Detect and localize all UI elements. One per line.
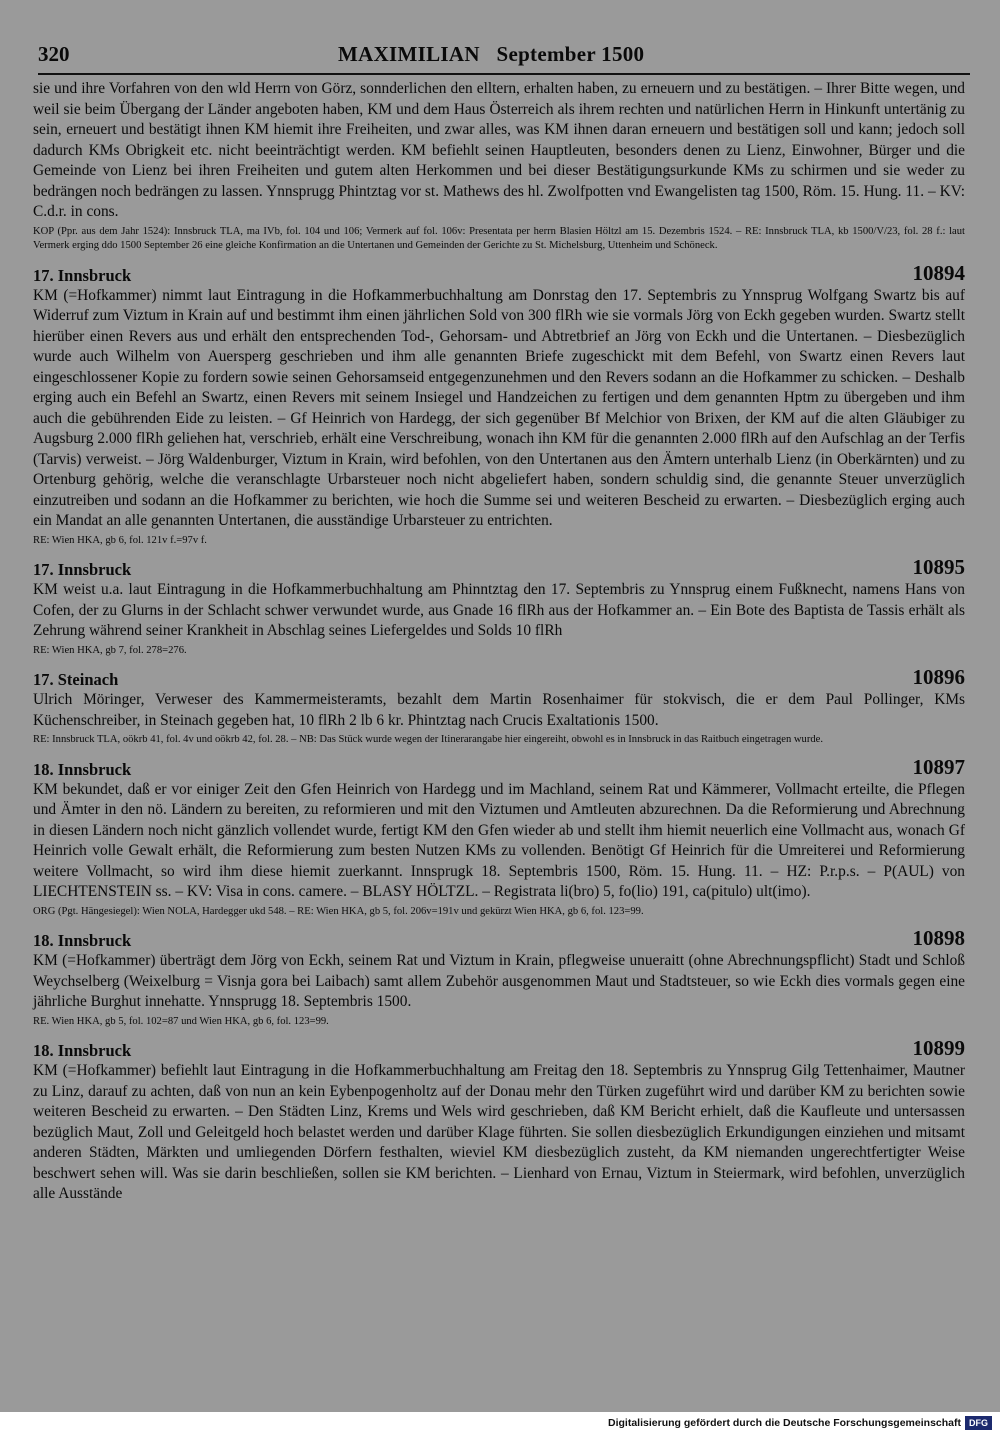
entry-number: 10897 xyxy=(912,754,965,779)
entry-place: 17. Innsbruck xyxy=(33,560,132,579)
entry-place: 18. Innsbruck xyxy=(33,759,132,779)
entry-10894 xyxy=(33,262,965,549)
entry-note: ORG (Pgt. Hängesiegel): Wien NOLA, Hardegger ukd 548. – RE: Wien HKA, gb 5, fol. 206v=191v und gekürzt Wien HKA, gb 6, fol. 123=99. xyxy=(33,905,644,917)
entry-heading xyxy=(33,1037,965,1061)
entry-heading xyxy=(33,556,965,580)
entry-text: KM weist u.a. laut Eintragung in die Hofkammerbuchhaltung am Phinntztag den 17. Septembris zu Ynnsprug einem Fußknecht, namens Hans von Cofen, der zu Glurns in der Schlacht schwer verwundet wurde, aus Gnade 16 flRh aus der Hofkammer an. – Ein Bote des Baptista de Tassis erhält als Zehrung während seiner Krankheit in Abschlag seines Liefergeldes und Solds 10 flRh xyxy=(33,581,965,639)
entry-10896 xyxy=(33,666,965,748)
entry-10898 xyxy=(33,927,965,1029)
entry-heading xyxy=(33,262,965,286)
entry-10897 xyxy=(33,756,965,920)
dfg-logo[interactable]: DFG xyxy=(965,1416,992,1430)
entry-heading xyxy=(33,927,965,951)
entry-note: RE. Wien HKA, gb 5, fol. 102=87 und Wien HKA, gb 6, fol. 123=99. xyxy=(33,1015,329,1027)
entry-note: RE: Wien HKA, gb 6, fol. 121v f.=97v f. xyxy=(33,534,207,546)
entry-text: KM (=Hofkammer) überträgt dem Jörg von Eckh, seinem Rat und Viztum in Krain, pflegweise unueraitt (ohne Abrechnungspflicht) Stadt und Schloß Weychselberg (Weixelburg = Visnja gora bei Laibach) samt allem Zubehör ausgenommen Maut und Stadtsteuer, so wie Eckh dies vormals gegen eine jährliche Burghut innehatte. Ynnsprugg 18. Septembris 1500. xyxy=(33,952,965,1010)
entry-text: KM (=Hofkammer) befiehlt laut Eintragung in die Hofkammerbuchhaltung am Freitag den 18. Septembris zu Ynnsprug Gilg Tettenhaimer, Mautner zu Linz, darauf zu achten, daß von nun an kein Eybenpogenholtz auf der Donau mehr den Türken zugeführt wird und darüber KM zu berichten sowie weiteren Bescheid zu erwarten. – Den Städten Linz, Krems und Wels wird geschrieben, daß KM Bericht erhielt, daß die Kaufleute und untersassen bezüglich Maut, Zoll und Geleitgeld hoch belastet werden und darüber Klage führten. Sie sollen diesbezüglich Erkundigungen einziehen und mitsamt anderen Städten, Märkten und umliegenden Dörfern festhalten, wieviel KM diesbezüglich zusteht, da KM niemanden ungerechtfertigter Weise beschwert sehen will. Was sie darin beschließen, sollen sie KM berichten. – Lienhard von Ernau, Viztum in Steiermark, wird befohlen, unverzüglich alle Ausstände xyxy=(33,1062,965,1202)
entry-heading xyxy=(33,756,965,780)
entry-place: 17. Innsbruck xyxy=(33,265,132,285)
footer-text: Digitalisierung gefördert durch die Deutsche Forschungsgemeinschaft xyxy=(608,1417,961,1429)
entry-number: 10896 xyxy=(912,665,965,689)
page-header xyxy=(38,42,970,72)
page-number: 320 xyxy=(38,42,70,66)
page-content xyxy=(33,79,965,1205)
entry-number: 10899 xyxy=(912,1036,965,1060)
entry-10899 xyxy=(33,1037,965,1205)
entry-note: RE: Innsbruck TLA, oökrb 41, fol. 4v und oökrb 42, fol. 28. – NB: Das Stück wurde wegen der Itinerarangabe hier eingereiht, obwohl es in Innsbruck in das Raitbuch eingetragen wurde. xyxy=(33,734,824,745)
running-title: MAXIMILIAN September 1500 xyxy=(338,42,645,66)
entry-place: 18. Innsbruck xyxy=(33,931,132,950)
entry-text: KM (=Hofkammer) nimmt laut Eintragung in die Hofkammerbuchhaltung am Donrstag den 17. Septembris zu Ynnsprug Wolfgang Swartz bis auf Widerruf zum Viztum in Krain auf und bestimmt ihm einen jährlichen Sold von 300 flRh wie sie vormals Jörg von Eckh gegeben wurden. Swartz stellt hierüber einen Revers aus und erhält den entsprechenden Tod-, Gehorsam- und Abtretbrief an Jörg von Eckh und die Untertanen. – Diesbezüglich wurde auch Wilhelm von Auersperg geschrieben und ihm alle genannten Briefe zugeschickt mit dem Befehl, von Swartz einen Revers laut eingeschlossener Kopie zu fordern sowie seinen Gehorsamseid entgegenzunehmen und den Revers sodann an die Hofkammer zu schicken. – Deshalb erging auch ein Befehl an Swartz, einen Revers mit seinem Insiegel und Handzeichen zu fertigen und dem genannten Hptm zu übergeben und ihm auch die gebührenden Eide zu leisten. – Gf Heinrich von Hardegg, der sich gegenüber Bf Melchior von Brixen, der KM auf die alten Gläubiger zu Augsburg 2.000 flRh geliehen hat, verschrieb, erhält eine Verschreibung, wonach ihn KM für die genannten 2.000 flRh auf den Aufschlag an der Terfis (Tarvis) verweist. – Jörg Waldenburger, Viztum in Krain, wird befohlen, von den Untertanen aus den Ämtern unterhalb Lienz (in Oberkärnten) und zu Ortenburg gehörig, welche die veranschlagte Urbarsteuer noch nicht abgeliefert haben, sondern schuldig sind, die genannte Steuer unverzüglich einzutreiben und sodann an die Hofkammer zu berichten, wie hoch die Summe sei und weiteren Bescheid zu erwarten. – Diesbezüglich erging auch ein Mandat an alle genannten Untertanen, die ausständige Urbarsteuer zu entrichten. xyxy=(33,286,965,529)
entry-number: 10895 xyxy=(912,555,965,579)
entry-place: 18. Innsbruck xyxy=(33,1041,132,1060)
entry-10895 xyxy=(33,556,965,658)
entry-place: 17. Steinach xyxy=(33,670,119,689)
intro-note: KOP (Ppr. aus dem Jahr 1524): Innsbruck TLA, ma IVb, fol. 104 und 106; Vermerk auf fol. 106v: Presentata per herrn Blasien Höltzl am 15. Dezembris 1524. – RE: Innsbruck TLA, kb 1500/V/23, fol. 28 f.: laut Vermerk erging ddo 1500 September 26 eine gleiche Konfirmation an die Untertanen und Gemeinden der Gerichte zu St. Michelsburg, Uttenheim und Schöneck. xyxy=(33,225,965,251)
intro-block xyxy=(33,79,965,254)
entry-text: Ulrich Möringer, Verweser des Kammermeisteramts, bezahlt dem Martin Rosenhaimer für stokvisch, die er dem Paul Pollinger, KMs Küchenschreiber, in Steinach gegeben hat, 10 flRh 2 lb 6 kr. Phintztag nach Crucis Exaltationis 1500. xyxy=(33,691,965,729)
header-rule xyxy=(38,73,970,75)
intro-text: sie und ihre Vorfahren von den wld Herrn von Görz, sonnderlichen den elltern, erhalten haben, zu erneuern und zu bestätigen. – Ihrer Bitte wegen, und weil sie beim Übergang der Länder angeboten haben, KM und dem Haus Österreich als ihrem rechten und natürlichen Herrn in Hinkunft untertänig zu sein, erneuert und bestätigt ihnen KM hiemit ihre Freiheiten, und zwar alles, was KM ihnen daran erneuern und bestätigen soll und kann; jedoch soll dadurch KMs Obrigkeit etc. nicht beeinträchtigt werden. KM befiehlt seinen Hauptleuten, besonders denen zu Lienz, Einwohner, Bürger und die Gemeinde von Lienz bei ihren Freiheiten und gutem alten Herkommen und bei dieser Bestätigungsurkunde KMs zu schirmen und sie weder zu bedrängen noch bedrängen zu lassen. Ynnsprugg Phintztag vor st. Mathews des hl. Zwolfpotten vnd Ewangelisten tag 1500, Röm. 15. Hung. 11. – KV: C.d.r. in cons. xyxy=(33,80,965,220)
entry-number: 10894 xyxy=(912,260,965,285)
entry-heading xyxy=(33,666,965,690)
footer-credit xyxy=(608,1413,992,1433)
entry-number: 10898 xyxy=(912,926,965,950)
entry-text: KM bekundet, daß er vor einiger Zeit den Gfen Heinrich von Hardegg und im Machland, seinem Rat und Kämmerer, Vollmacht erteilte, die Pflegen und Ämter in den nö. Ländern zu bereiten, zu reformieren und mit den Viztumen und Amtleuten abzurechnen. Da die Reformierung und Abrechnung in diesen Ländern noch nicht gänzlich vollendet wurde, fertigt KM den Gfen wieder ab und stellt ihm hiemit neuerlich eine Vollmacht aus, wonach Gf Heinrich volle Gewalt erhält, die Reformierung zum besten Nutzen KMs zu vollenden. Benötigt Gf Heinrich für die Umreiterei und Reformierung weitere Vollmacht, so wird ihm diese hiemit zuerkannt. Innsprugk 18. Septembris 1500, Röm. 15. Hung. 11. – HZ: P.r.p.s. – P(AUL) von LIECHTENSTEIN ss. – KV: Visa in cons. camere. – BLASY HÖLTZL. – Registrata li(bro) 5, fo(lio) 191, ca(pitulo) ult(imo). xyxy=(33,780,965,900)
entry-note: RE: Wien HKA, gb 7, fol. 278=276. xyxy=(33,644,187,656)
